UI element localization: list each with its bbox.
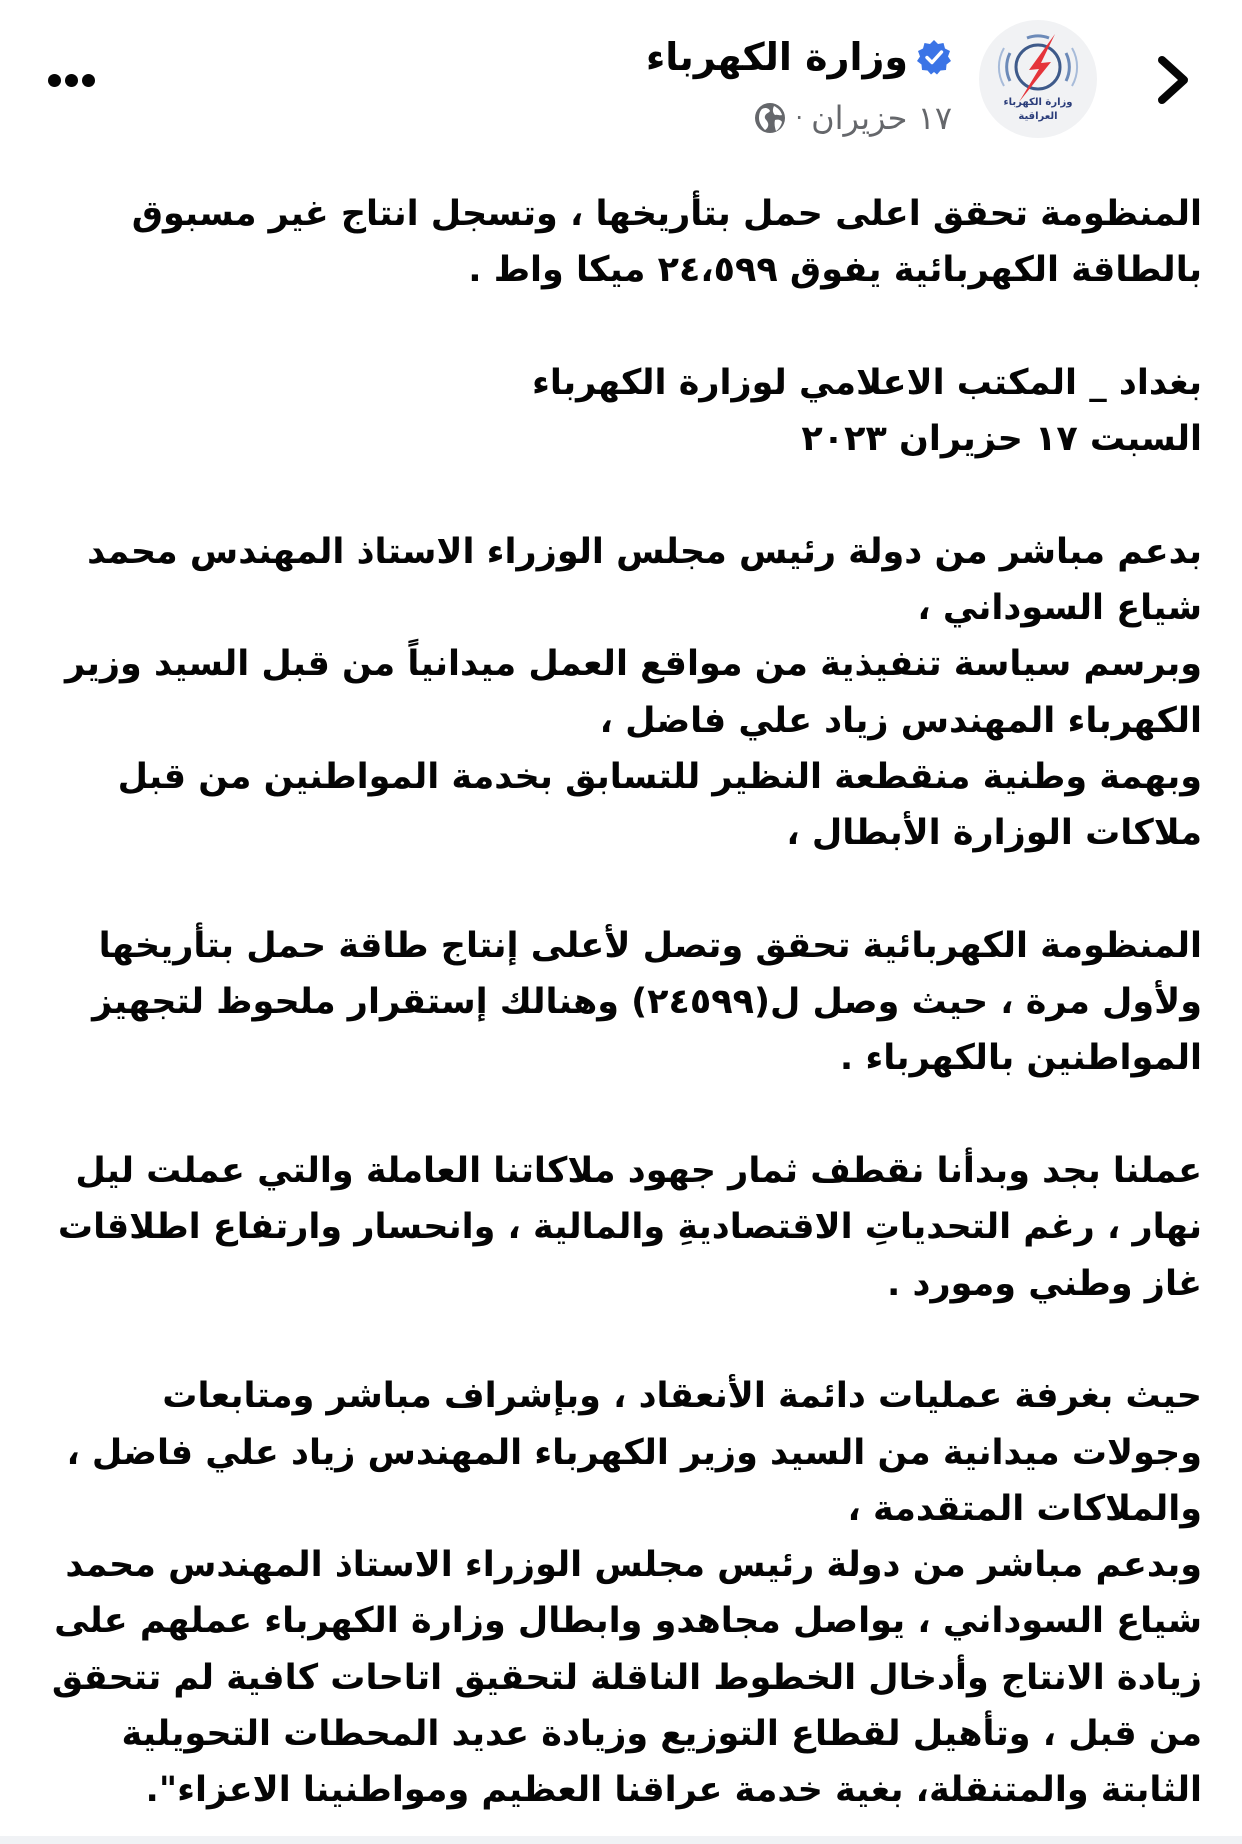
text-line: السبت ١٧ حزيران ٢٠٢٣ <box>801 419 1202 460</box>
chevron-right-icon <box>1150 52 1196 108</box>
paragraph-dateline <box>40 355 1202 468</box>
more-options-button[interactable] <box>38 62 104 98</box>
text-line: زيادة الانتاج وأدخال الخطوط الناقلة لتحقيق اتاحات كافية لم تتحقق <box>51 1657 1202 1698</box>
page-name-row <box>646 28 952 86</box>
paragraph-operations <box>40 1368 1202 1537</box>
text-line: غاز وطني ومورد . <box>887 1263 1202 1304</box>
text-line: بغداد _ المكتب الاعلامي لوزارة الكهرباء <box>531 362 1202 403</box>
more-dot-icon <box>48 74 61 87</box>
page-avatar[interactable] <box>979 20 1097 138</box>
text-line: من قبل ، وتأهيل لقطاع التوزيع وزيادة عديد المحطات التحويلية <box>121 1714 1202 1755</box>
post-header <box>0 0 1242 160</box>
page-name[interactable]: وزارة الكهرباء <box>645 35 908 79</box>
text-line: المواطنين بالكهرباء . <box>839 1038 1202 1079</box>
text-line: وبدعم مباشر من دولة رئيس مجلس الوزراء الاستاذ المهندس محمد <box>65 1545 1202 1586</box>
post-date[interactable]: ١٧ حزيران <box>811 99 952 137</box>
paragraph-closing <box>40 1537 1202 1818</box>
globe-icon <box>753 101 787 135</box>
paragraph-support <box>40 524 1202 862</box>
text-line: ملاكات الوزارة الأبطال ، <box>786 813 1202 854</box>
paragraph-headline <box>40 186 1202 299</box>
avatar-caption-line1: وزارة الكهرباء <box>1003 97 1073 108</box>
avatar-caption <box>979 96 1097 124</box>
verified-badge-icon <box>916 39 952 75</box>
text-line: بدعم مباشر من دولة رئيس مجلس الوزراء الاستاذ المهندس محمد <box>87 531 1202 572</box>
bottom-divider <box>0 1836 1242 1844</box>
meta-separator: · <box>795 104 804 132</box>
text-line: نهار ، رغم التحدياتِ الاقتصاديةِ والمالية ، وانحسار وارتفاع اطلاقات <box>57 1207 1202 1248</box>
more-dot-icon <box>82 74 95 87</box>
text-line: وبرسم سياسة تنفيذية من مواقع العمل ميدانياً من قبل السيد وزير <box>64 644 1202 685</box>
text-line: شياع السوداني ، يواصل مجاهدو وابطال وزارة الكهرباء عملهم على <box>54 1601 1202 1642</box>
text-line: المنظومة تحقق اعلى حمل بتأريخها ، وتسجل انتاج غير مسبوق <box>131 194 1202 234</box>
text-line: بالطاقة الكهربائية يفوق ٢٤،٥٩٩ ميكا واط . <box>468 250 1202 291</box>
more-dot-icon <box>65 74 78 87</box>
text-line: عملنا بجد وبدأنا نقطف ثمار جهود ملاكاتنا العاملة والتي عملت ليل <box>75 1151 1202 1192</box>
post-meta <box>753 96 952 140</box>
text-line: وجولات ميدانية من السيد وزير الكهرباء المهندس زياد علي فاضل ، <box>66 1432 1202 1473</box>
text-line: المنظومة الكهربائية تحقق وتصل لأعلى إنتاج طاقة حمل بتأريخها <box>98 925 1202 966</box>
text-line: الثابتة والمتنقلة، بغية خدمة عراقنا العظيم ومواطنينا الاعزاء". <box>145 1770 1202 1811</box>
paragraph-record <box>40 918 1202 1087</box>
text-line: حيث بغرفة عمليات دائمة الأنعقاد ، وبإشراف مباشر ومتابعات <box>162 1376 1202 1417</box>
text-line: شياع السوداني ، <box>917 588 1202 629</box>
post-body <box>40 186 1202 1819</box>
text-line: ولأول مرة ، حيث وصل ل(٢٤٥٩٩) وهنالك إستقرار ملحوظ لتجهيز <box>92 982 1202 1023</box>
avatar-caption-line2: العراقية <box>1018 111 1058 122</box>
text-line: والملاكات المتقدمة ، <box>847 1488 1202 1529</box>
text-line: وبهمة وطنية منقطعة النظير للتسابق بخدمة المواطنين من قبل <box>117 756 1202 797</box>
text-line: الكهرباء المهندس زياد علي فاضل ، <box>599 700 1202 741</box>
back-button[interactable] <box>1150 52 1196 108</box>
paragraph-efforts <box>40 1143 1202 1312</box>
